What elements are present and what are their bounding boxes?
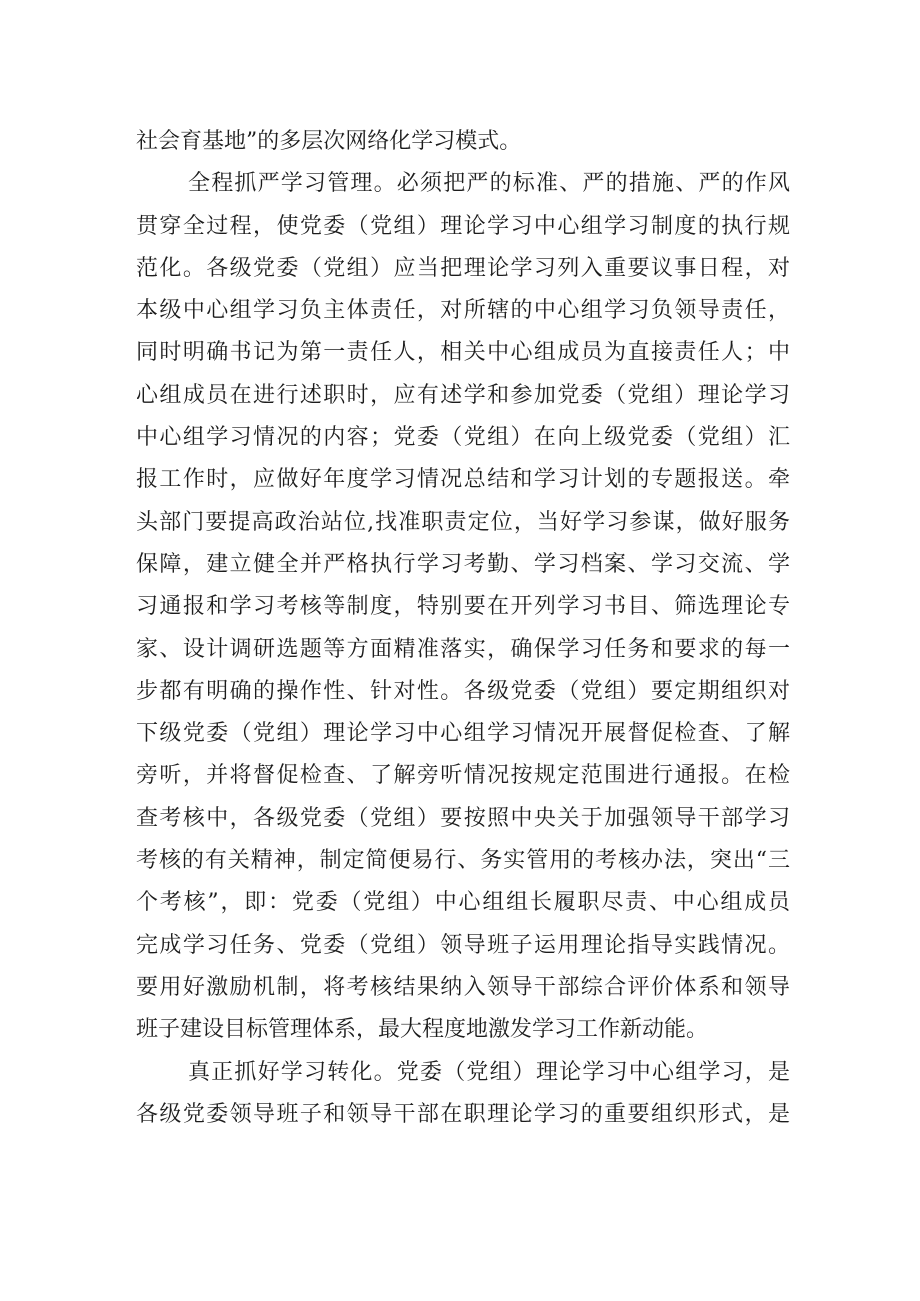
text-line: 步都有明确的操作性、针对性。各级党委（党组）要定期组织对	[136, 678, 790, 704]
text-line: 各级党委领导班子和领导干部在职理论学习的重要组织形式，是	[136, 1101, 790, 1127]
text-line: 真正抓好学习转化。党委（党组）理论学习中心组学习，是	[188, 1059, 790, 1085]
text-line: 报工作时，应做好年度学习情况总结和学习计划的专题报送。牵	[136, 467, 790, 493]
text-line: 保障，建立健全并严格执行学习考勤、学习档案、学习交流、学	[136, 551, 790, 577]
document-body	[0, 121, 920, 1136]
text-line: 社会育基地”的多层次网络化学习模式。	[136, 129, 522, 154]
text-line: 班子建设目标管理体系，最大程度地激发学习工作新动能。	[136, 1017, 709, 1043]
text-line: 家、设计调研选题等方面精准落实，确保学习任务和要求的每一	[136, 636, 790, 662]
text-line: 考核的有关精神，制定简便易行、务实管用的考核办法，突出“三	[136, 848, 790, 874]
text-line: 范化。各级党委（党组）应当把理论学习列入重要议事日程，对	[136, 255, 790, 281]
text-line: 完成学习任务、党委（党组）领导班子运用理论指导实践情况。	[136, 932, 790, 958]
text-line: 中心组学习情况的内容；党委（党组）在向上级党委（党组）汇	[136, 425, 790, 451]
text-line: 本级中心组学习负主体责任，对所辖的中心组学习负领导责任，	[136, 298, 790, 324]
text-line: 要用好激励机制，将考核结果纳入领导干部综合评价体系和领导	[136, 974, 790, 1000]
text-line: 个考核”，即：党委（党组）中心组组长履职尽责、中心组成员	[136, 890, 790, 916]
text-line: 旁听，并将督促检查、了解旁听情况按规定范围进行通报。在检	[136, 763, 790, 789]
text-line: 全程抓严学习管理。必须把严的标准、严的措施、严的作风	[188, 171, 790, 197]
text-line: 习通报和学习考核等制度，特别要在开列学习书目、筛选理论专	[136, 594, 790, 620]
text-line: 下级党委（党组）理论学习中心组学习情况开展督促检查、了解	[136, 721, 790, 747]
text-line: 贯穿全过程，使党委（党组）理论学习中心组学习制度的执行规	[136, 213, 790, 239]
text-line: 同时明确书记为第一责任人，相关中心组成员为直接责任人；中	[136, 340, 790, 366]
text-line: 查考核中，各级党委（党组）要按照中央关于加强领导干部学习	[136, 805, 790, 831]
text-line: 头部门要提高政治站位,找准职责定位，当好学习参谋，做好服务	[136, 509, 790, 535]
text-line: 心组成员在进行述职时，应有述学和参加党委（党组）理论学习	[136, 382, 790, 408]
